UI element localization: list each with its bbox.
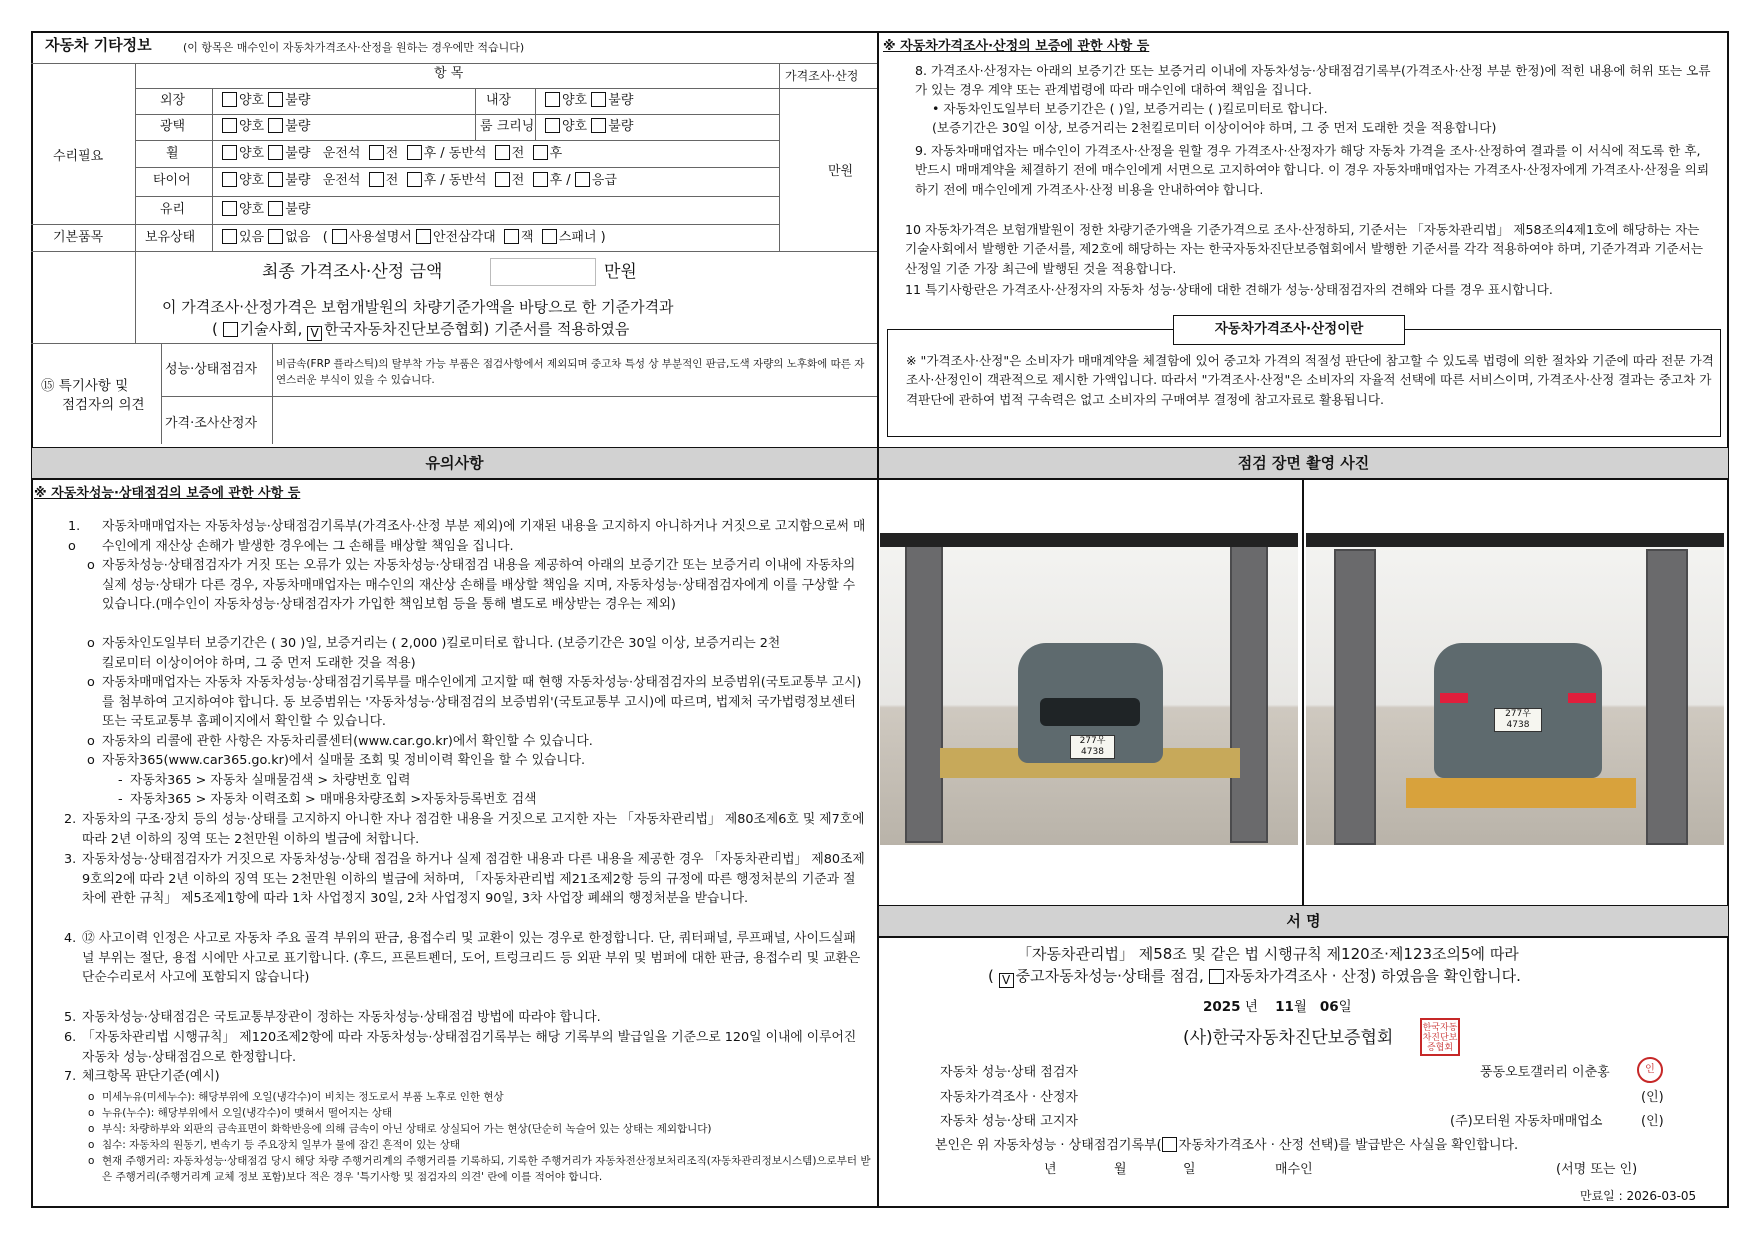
item-number: 3. xyxy=(64,852,77,867)
price-unit: 만원 xyxy=(828,164,854,179)
notice-item: ⑫ 사고이력 인정은 사고로 자동차 주요 골격 부위의 판금, 용접수리 및 교환이 있는 경우로 한정합니다. 단, 쿼터패널, 루프패널, 사이드실패널 부위는 절단, 용접 시에만 사고로 표기합니다. (후드, 프론트펜더, 도어, 트렁크리드 등 외판 부위 및 범퍼에 대한 판금, 용접수리 및 교환은 단순수리로서 사고에 포함되지 않습니다) xyxy=(82,931,861,985)
checkbox[interactable] xyxy=(268,229,283,244)
notice-item: 자동차인도일부터 보증기간은 ( 30 )일, 보증거리는 ( 2,000 )킬로미터로 합니다. (보증기간은 30일 이상, 보증거리는 2천킬로미터 이상이어야 하며, 그 중 먼저 도래한 것을 적용) xyxy=(102,636,781,671)
item-bullet: o xyxy=(87,675,95,690)
checkbox[interactable] xyxy=(416,229,431,244)
basis-line1: 이 가격조사·산정가격은 보험개발원의 차량기준가액을 바탕으로 한 기준가격과 xyxy=(162,298,674,316)
receipt-line: 본인은 위 자동차성능 · 상태점검기록부( 자동차가격조사 · 산정 선택)를 발급받은 사실을 확인합니다. xyxy=(935,1138,1519,1153)
gloss-options: 양호 불량 xyxy=(222,118,310,135)
checkbox-checked[interactable]: V xyxy=(999,973,1014,988)
price-info-box-title: 자동차가격조사·산정이란 xyxy=(1173,315,1405,345)
notice-item: 자동차의 리콜에 관한 사항은 자동차리콜센터(www.car.go.kr)에서 확인할 수 있습니다. xyxy=(102,734,593,749)
item-number: 7. xyxy=(64,1069,77,1084)
checkbox[interactable] xyxy=(495,172,510,187)
guarantee-period-note: (보증기간은 30일 이상, 보증거리는 2천킬로미터 이상이어야 하며, 그 중 먼저 도래한 것을 적용합니다) xyxy=(932,120,1497,135)
center-divider xyxy=(877,31,879,1208)
section-title: 자동차 기타정보 xyxy=(45,36,152,54)
checkbox[interactable] xyxy=(222,118,237,133)
buyer-sign: (서명 또는 인) xyxy=(1556,1162,1638,1177)
association-name: (사)한국자동차진단보증협회 xyxy=(1183,1028,1394,1048)
sign-row-value: 풍동오토갤러리 이춘홍 xyxy=(1480,1065,1610,1080)
notice-item: 자동차365(www.car365.go.kr)에서 실매물 조회 및 정비이력 확인을 할 수 있습니다. xyxy=(102,753,586,768)
item-number: 4. xyxy=(64,931,77,946)
row-interior-label: 내장 xyxy=(486,93,512,108)
photo-header: 점검 장면 촬영 사진 xyxy=(879,448,1728,478)
checkbox[interactable] xyxy=(504,229,519,244)
row-gloss-label: 광택 xyxy=(160,119,186,134)
checkbox[interactable] xyxy=(268,92,283,107)
inspector-label: 성능·상태점검자 xyxy=(165,362,258,377)
item-dash: - xyxy=(118,773,123,788)
wheel-options: 양호 불량 운전석 전 후 / 동반석 전 후 xyxy=(222,145,562,162)
buyer-month-label: 월 xyxy=(1114,1162,1127,1177)
item-dash: - xyxy=(118,792,123,807)
criteria-item: 미세누유(미세누수): 해당부위에 오일(냉각수)이 비치는 정도로서 부품 노후로 인한 현상 xyxy=(102,1091,504,1103)
notice-item: 자동차매매업자는 자동차 자동차성능·상태점검기록부를 매수인에게 고지할 때 현행 자동차성능·상태점검자의 보증범위(국토교통부 고시)를 첨부하여 고지하여야 합니다. 동 보증범위는 '자동차성능·상태점검의 보증범위'(국토교통부 고시)에 따르며, 법제처 국가법령정보센터 또는 국토교통부 홈페이지에서 확인할 수 있습니다. xyxy=(102,675,862,729)
checkbox[interactable] xyxy=(1162,1137,1177,1152)
notice-item: 자동차성능·상태점검자가 거짓으로 자동차성능·상태 점검을 하거나 실제 점검한 내용과 다른 내용을 제공한 경우 「자동차관리법」 제80조제9호의2에 따라 2년 이하의 징역 또는 2천만원 이하의 벌금에 처하며, 「자동차관리법 제21조제2항 등의 규정에 따른 행정처분의 기준과 절차에 관한 규칙」 제5조제1항에 따라 1차 사업정지 30일, 2차 사업정지 90일, 3차 사업장 폐쇄의 행정처분을 받습니다. xyxy=(82,852,865,906)
performance-guarantee-heading: ※ 자동차성능·상태점검의 보증에 관한 사항 등 xyxy=(34,486,301,501)
item-number: 1. o xyxy=(68,519,81,554)
expiry-date: 만료일 : 2026-03-05 xyxy=(1580,1189,1697,1203)
special-label-1: ⑮ 특기사항 및 xyxy=(41,378,129,394)
checkbox[interactable] xyxy=(268,172,283,187)
checkbox[interactable] xyxy=(268,145,283,160)
rear-plate: 277우4738 xyxy=(1494,708,1542,732)
guarantee-item-9: 9. 자동차매매업자는 매수인이 가격조사·산정을 원할 경우 가격조사·산정자가 해당 자동차 가격을 조사·산정하여 결과를 이 서식에 적도록 한 후, 반드시 매매계약을 체결하기 전에 매수인에게 서면으로 고지하여야 합니다. 이 경우 자동차매매업자는 가격조사·산정자에게 가격조사·산정을 의뢰하기 전에 매수인에게 가격조사·산정 비용을 안내하여야 합니다. xyxy=(915,143,1709,197)
checkbox[interactable] xyxy=(533,172,548,187)
interior-options: 양호 불량 xyxy=(545,92,633,109)
checkbox[interactable] xyxy=(1209,969,1224,984)
glass-options: 양호 불량 xyxy=(222,201,310,218)
law-line: 「자동차관리법」 제58조 및 같은 법 시행규칙 제120조·제123조의5에 따라 xyxy=(1017,945,1519,963)
sign-row-label: 자동차 성능·상태 고지자 xyxy=(940,1114,1078,1129)
checkbox[interactable] xyxy=(268,201,283,216)
guarantee-item-10: 10 자동차가격은 보험개발원이 정한 차량기준가액을 기준가격으로 조사·산정하되, 기준서는 「자동차관리법」 제58조의4제1호에 해당하는 자는 기술사회에서 발행한 기준서를, 제2호에 해당하는 자는 한국자동차진단보증협회에서 발행한 기준서를 각각 적용하여야 하며, 기준가격과 기준서는 산정일 기준 가장 최근에 발행된 것을 적용합니다. xyxy=(905,222,1703,276)
confirm-line: ( V 중고자동차성능·상태를 점검, 자동차가격조사 · 산정) 하였음을 확인합니다. xyxy=(988,967,1521,987)
notice-item: 자동차365 > 자동차 실매물검색 > 차량번호 입력 xyxy=(130,773,411,788)
row-glass-label: 유리 xyxy=(160,202,186,217)
checkbox[interactable] xyxy=(545,118,560,133)
rear-inspection-photo xyxy=(1306,533,1724,845)
item-number: 5. xyxy=(64,1010,77,1025)
price-info-text: ※ "가격조사·산정"은 소비자가 매매계약을 체결함에 있어 중고차 가격의 적절성 판단에 참고할 수 있도록 법령에 의한 절차와 기준에 따라 전문 가격조사·산정인이 객관적으로 제시한 가액입니다. 따라서 "가격조사·산정"은 소비자의 자율적 선택에 따른 서비스이며, 가격조사·산정 결과는 중고차 가격판단에 관하여 법적 구속력은 없고 소비자의 구매여부 결정에 참고자료로 활용됩니다. xyxy=(906,353,1714,407)
basic-items-label: 기본품목 xyxy=(53,230,104,245)
row-room-clean-label: 룸 크리닝 xyxy=(480,119,535,134)
checkbox[interactable] xyxy=(542,229,557,244)
col-price-header: 가격조사·산정 xyxy=(785,69,859,83)
criteria-item: 부식: 차량하부와 외판의 금속표면이 화학반응에 의해 금속이 아닌 상태로 상실되어 가는 현상(단순히 녹슬어 있는 상태는 제외합니다) xyxy=(102,1123,712,1135)
pricer-label: 가격·조사산정자 xyxy=(165,416,258,431)
notice-item: 체크항목 판단기준(예시) xyxy=(82,1069,220,1084)
repair-label: 수리필요 xyxy=(53,149,104,164)
price-guarantee-heading: ※ 자동차가격조사·산정의 보증에 관한 사항 등 xyxy=(883,39,1150,54)
association-seal: 한국자동차진단보증협회 xyxy=(1420,1018,1460,1056)
checkbox[interactable] xyxy=(575,172,590,187)
row-exterior-label: 외장 xyxy=(160,93,186,108)
checkbox[interactable] xyxy=(591,118,606,133)
checkbox[interactable] xyxy=(222,229,237,244)
final-price-unit: 만원 xyxy=(604,262,637,282)
special-label-2: 점검자의 의견 xyxy=(62,397,145,413)
final-price-input[interactable] xyxy=(490,258,596,286)
sign-row-suffix: (인) xyxy=(1641,1114,1664,1129)
notice-item: 자동차성능·상태점검은 국토교통부장관이 정하는 자동차성능·상태점검 방법에 따라야 합니다. xyxy=(82,1010,601,1025)
inspector-note: 비금속(FRP 플라스틱)의 탈부착 가능 부품은 점검사항에서 제외되며 중고차 특성 상 부분적인 판금,도색 자량의 노후화에 따른 자연스러운 부식이 있을 수 있습니다. xyxy=(276,358,865,386)
checkbox[interactable] xyxy=(495,145,510,160)
item-bullet: o xyxy=(87,558,95,573)
criteria-item: 누유(누수): 해당부위에서 오일(냉각수)이 맺혀서 떨어지는 상태 xyxy=(102,1107,393,1119)
checkbox[interactable] xyxy=(222,172,237,187)
checkbox[interactable] xyxy=(591,92,606,107)
checkbox[interactable] xyxy=(222,201,237,216)
item-bullet: o xyxy=(87,636,95,651)
sign-row-label: 자동차 성능·상태 점검자 xyxy=(940,1065,1078,1080)
final-price-label: 최종 가격조사·산정 금액 xyxy=(262,262,443,282)
signature-header: 서 명 xyxy=(879,906,1728,936)
checkbox[interactable] xyxy=(545,92,560,107)
sign-row-suffix: (인) xyxy=(1641,1090,1664,1105)
row-owned-label: 보유상태 xyxy=(145,230,196,245)
front-plate: 277우4738 xyxy=(1070,735,1115,759)
buyer-year-label: 년 xyxy=(1044,1162,1057,1177)
section-note: (이 항목은 매수인이 자동차가격조사·산정을 원하는 경우에만 적습니다) xyxy=(183,41,525,54)
notice-item: 자동차매매업자는 자동차성능·상태점검기록부(가격조사·산정 부분 제외)에 기재된 내용을 고지하지 아니하거나 거짓으로 고지함으로써 매수인에게 재산상 손해가 발생한 경우에는 그 손해를 배상할 책임을 집니다. xyxy=(102,519,866,554)
tire-options: 양호 불량 운전석 전 후 / 동반석 전 후 / 응급 xyxy=(222,172,617,189)
sign-row-label: 자동차가격조사 · 산정자 xyxy=(940,1090,1078,1105)
notice-item: 자동차의 구조·장치 등의 성능·상태를 고지하지 아니한 자나 점검한 내용을 거짓으로 고지한 자는 「자동차관리법」 제80조제6호 및 제7호에 따라 2년 이하의 징역 또는 2천만원 이하의 벌금에 처합니다. xyxy=(82,812,865,847)
notice-header: 유의사항 xyxy=(32,448,877,478)
guarantee-period: • 자동차인도일부터 보증기간은 ( )일, 보증거리는 ( )킬로미터로 합니다. xyxy=(932,101,1328,116)
notice-item: 자동차성능·상태점검자가 거짓 또는 오류가 있는 자동차성능·상태점검 내용을 제공하여 아래의 보증기간 또는 보증거리 이내에 자동차의 실제 성능·상태가 다른 경우, 자동차매매업자는 매수인의 재산상 손해를 배상할 책임을 지며, 자동차성능·상태점검자에게 이를 구상할 수 있습니다.(매수인이 자동차성능·상태점검자가 가입한 책임보험 등을 통해 별도로 배상받는 경우는 제외) xyxy=(102,558,856,612)
checkbox[interactable] xyxy=(222,92,237,107)
owned-options: 있음 없음 ( 사용설명서 안전삼각대 잭 스패너 ) xyxy=(222,229,606,246)
guarantee-item-8: 8. 가격조사·산정자는 아래의 보증기간 또는 보증거리 이내에 자동차성능·상태점검기록부(가격조사·산정 부분 한정)에 적힌 내용에 허위 또는 오류가 있는 경우 계약 또는 관계법령에 따라 매수인에 대하여 책임을 집니다. xyxy=(915,63,1711,98)
buyer-label: 매수인 xyxy=(1275,1162,1313,1177)
criteria-item: 현재 주행거리: 자동차성능·상태점검 당시 해당 차량 주행거리계의 주행거리를 기록하되, 기록한 주행거리가 자동차전산정보처리조직(자동차관리정보시스템)으로부터 받은 주행거리(주행거리계 교체 정보 포함)보다 적은 경우 '특기사항 및 점검자의 의견' 란에 이를 적어야 합니다. xyxy=(102,1155,871,1183)
checkbox[interactable] xyxy=(407,145,422,160)
notice-item: 「자동차관리법 시행규칙」 제120조제2항에 따라 자동차성능·상태점검기록부는 해당 기록부의 발급일을 기준으로 120일 이내에 이루어진 자동차 성능·상태점검으로 한정합니다. xyxy=(82,1030,857,1065)
col-item-header: 항 목 xyxy=(434,66,464,81)
item-bullet: o xyxy=(87,734,95,749)
basis-line2: ( 기술사회, V 한국자동차진단보증협회) 기준서를 적용하였음 xyxy=(212,320,630,340)
exterior-options: 양호 불량 xyxy=(222,92,310,109)
checkbox[interactable] xyxy=(369,172,384,187)
criteria-item: 침수: 자동차의 원동기, 변속기 등 주요장치 일부가 물에 잠긴 흔적이 있는 상태 xyxy=(102,1139,461,1151)
checkbox[interactable] xyxy=(369,145,384,160)
item-number: 2. xyxy=(64,812,77,827)
checkbox[interactable] xyxy=(332,229,347,244)
checkbox[interactable] xyxy=(223,322,238,337)
issue-date: 2025 년 11월 06일 xyxy=(1203,999,1352,1015)
row-tire-label: 타이어 xyxy=(153,173,191,188)
checkbox[interactable] xyxy=(533,145,548,160)
buyer-day-label: 일 xyxy=(1183,1162,1196,1177)
checkbox-checked[interactable]: V xyxy=(307,326,322,341)
guarantee-item-11: 11 특기사항란은 가격조사·산정자의 자동차 성능·상태에 대한 견해가 성능·상태점검자의 견해와 다를 경우 표시합니다. xyxy=(905,282,1553,297)
item-number: 6. xyxy=(64,1030,77,1045)
inspector-seal: 인 xyxy=(1637,1057,1663,1083)
front-inspection-photo xyxy=(880,533,1298,845)
room-clean-options: 양호 불량 xyxy=(545,118,633,135)
row-wheel-label: 휠 xyxy=(166,146,179,161)
item-bullet: o xyxy=(87,753,95,768)
notice-item: 자동차365 > 자동차 이력조회 > 매매용차량조회 >자동차등록번호 검색 xyxy=(130,792,537,807)
checkbox[interactable] xyxy=(268,118,283,133)
sign-row-value: (주)모터원 자동차매매업소 xyxy=(1450,1114,1603,1129)
checkbox[interactable] xyxy=(407,172,422,187)
checkbox[interactable] xyxy=(222,145,237,160)
